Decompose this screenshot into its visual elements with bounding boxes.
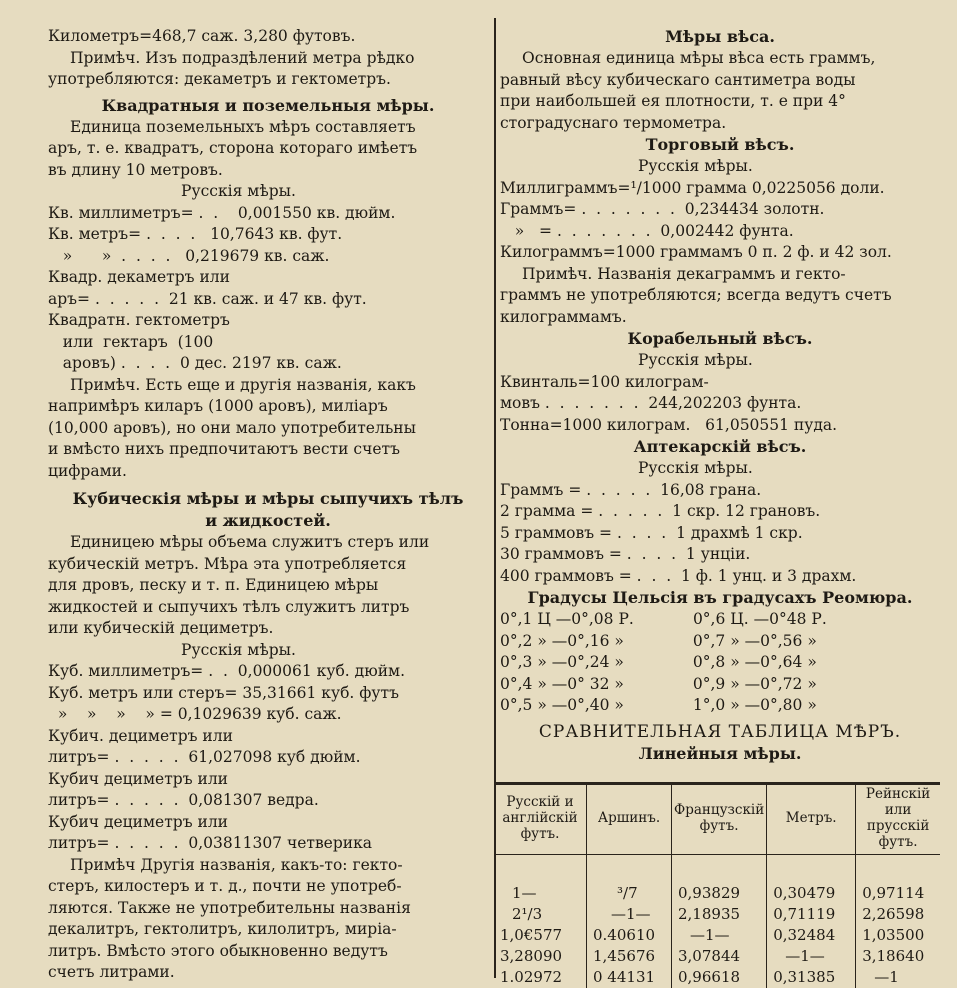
table-cell: —1— [672, 925, 767, 946]
table-cell: 3,18640 [862, 947, 925, 965]
text-line: напримѣръ киларъ (1000 аровъ), миліаръ [48, 397, 388, 415]
column-header: Рейнскій или прусскій футъ. [856, 782, 940, 855]
text-line: цифрами. [48, 461, 127, 480]
text-line: 5 граммовъ = . . . . 1 драхмѣ 1 скр. [500, 523, 803, 542]
text-line: счетъ литрами. [48, 963, 175, 981]
text-line: Кв. метръ= . . . . 10,7643 кв. фут. [48, 225, 343, 243]
text-line: или кубическій дециметръ. [48, 619, 274, 637]
text-line: Куб. метръ или стеръ= 35,31661 куб. футъ [48, 683, 399, 702]
right-column [500, 26, 940, 765]
text-line: Тонна=1000 килограм. 61,050551 пуда. [500, 415, 838, 434]
table-cell: 0,31385 [767, 967, 856, 988]
table-cell: 2¹/3 [494, 904, 587, 925]
text-line: жидкостей и сыпучихъ тѣлъ служитъ литръ [48, 597, 410, 616]
section-heading: Градусы Цельсія въ градусахъ Реомюра. [527, 588, 913, 607]
table-cell: 2,18935 [672, 904, 767, 925]
text-line: Единица поземельныхъ мѣръ составляетъ [70, 117, 416, 136]
text-line: 30 граммовъ = . . . . 1 унціи. [500, 545, 751, 563]
text-line: Куб. миллиметръ= . . 0,000061 куб. дюйм. [48, 662, 406, 680]
table-cell: 3,28090 [494, 946, 587, 967]
table-cell: 1,03500 [862, 926, 925, 944]
text-line: » » » » = 0,1029639 куб. саж. [48, 705, 342, 723]
text-line: Русскія мѣры. [500, 351, 753, 369]
comparison-table [494, 782, 940, 988]
text-line: граммъ не употребляются; всегда ведутъ счетъ [500, 286, 892, 304]
table-header-row [494, 782, 940, 855]
section-heading: Торговый вѣсъ. [645, 135, 795, 154]
table-title: СРАВНИТЕЛЬНАЯ ТАБЛИЦА МѢРЪ. [538, 721, 902, 742]
text-line: килограммамъ. [500, 307, 627, 326]
text-line: 0°,2 » —0°,16 » 0°,7 » —0°,56 » [500, 631, 817, 650]
note-line: Примѣч. Названія декаграммъ и гекто- [522, 264, 846, 283]
note-line: Примѣч. Есть еще и другія названія, какъ [70, 375, 416, 394]
section-heading: Мѣры вѣса. [665, 27, 775, 46]
section-heading: Корабельный вѣсъ. [627, 329, 813, 348]
table-row [494, 967, 940, 988]
text-line: Кубич дециметръ или [48, 769, 228, 788]
text-line: Граммъ= . . . . . . . 0,234434 золотн. [500, 200, 825, 218]
text-line: Квадр. декаметръ или [48, 268, 230, 286]
table-cell: 1.02972 [494, 967, 587, 988]
text-line: въ длину 10 метровъ. [48, 160, 223, 179]
text-line: Кубич дециметръ или [48, 812, 228, 831]
text-line: литръ= . . . . . 0,081307 ведра. [48, 791, 319, 809]
text-line: Русскія мѣры. [48, 182, 296, 200]
left-column [48, 26, 488, 984]
text-line: (10,000 аровъ), но они мало употребительны [48, 418, 416, 437]
table-cell: 0,96618 [672, 967, 767, 988]
text-line: аръ, т. е. квадратъ, сторона котораго имѣетъ [48, 139, 418, 157]
table-cell: 0 44131 [587, 967, 672, 988]
section-heading: Линейныя мѣры. [638, 743, 802, 763]
table-cell: 1,0€577 [494, 925, 587, 946]
table-cell: 1— [494, 855, 587, 905]
text-line: литръ. Вмѣсто этого обыкновенно ведутъ [48, 941, 388, 960]
text-line: стоградуснаго термометра. [500, 113, 727, 132]
text-line: аровъ) . . . . 0 дес. 2197 кв. саж. [48, 354, 342, 372]
text-line: кубическій метръ. Мѣра эта употребляется [48, 554, 407, 573]
text-line: Основная единица мѣры вѣса есть граммъ, [522, 49, 876, 67]
table-cell: 0,71119 [767, 904, 856, 925]
text-line: » » . . . . 0,219679 кв. саж. [48, 246, 330, 265]
text-line: 0°,3 » —0°,24 » 0°,8 » —0°,64 » [500, 653, 817, 671]
column-header: Французскій футъ. [672, 782, 767, 855]
table-cell: 0,97114 [862, 884, 925, 902]
text-line: Граммъ = . . . . . 16,08 грана. [500, 480, 762, 499]
text-line: Километръ=468,7 саж. 3,280 футовъ. [48, 27, 356, 45]
text-line: 2 грамма = . . . . . 1 скр. 12 грановъ. [500, 502, 821, 520]
text-line: Русскія мѣры. [48, 640, 296, 659]
text-line: и вмѣсто нихъ предпочитаютъ вести счетъ [48, 440, 400, 458]
table-cell: 3,07844 [672, 946, 767, 967]
table-row [494, 855, 940, 905]
text-line: Квинталь=100 килограм- [500, 372, 709, 391]
table-cell: 0,30479 [767, 855, 856, 905]
note-line: Примѣч Другія названія, какъ-то: гекто- [70, 855, 403, 874]
text-line: литръ= . . . . . 61,027098 куб дюйм. [48, 748, 361, 766]
table-cell: 0,93829 [672, 855, 767, 905]
text-line: Русскія мѣры. [500, 157, 753, 175]
table-cell: 0.40610 [587, 925, 672, 946]
section-heading: Кубическія мѣры и мѣры сыпучихъ тѣлъ [72, 489, 464, 508]
text-line: Квадратн. гектометръ [48, 311, 230, 329]
note-line: Примѣч. Изъ подраздѣлений метра рѣдко [70, 48, 415, 67]
table-cell: —1 [874, 968, 899, 986]
text-line: Миллиграммъ=¹/1000 грамма 0,0225056 доли. [500, 178, 885, 197]
text-line: при наибольшей ея плотности, т. е при 4° [500, 92, 846, 110]
text-line: » = . . . . . . . 0,002442 фунта. [500, 221, 794, 240]
text-line: 0°,1 Ц —0°,08 Р. 0°,6 Ц. —0°48 Р. [500, 610, 827, 628]
text-line: употребляются: декаметръ и гектометръ. [48, 70, 391, 88]
table-cell: 2,26598 [862, 905, 925, 923]
table-row [494, 904, 940, 925]
column-header: Метръ. [767, 782, 856, 855]
text-line: или гектаръ (100 [48, 332, 214, 351]
section-heading: и жидкостей. [205, 511, 331, 530]
text-line: для дровъ, песку и т. п. Единицею мѣры [48, 576, 379, 594]
text-line: Килограммъ=1000 граммамъ 0 п. 2 ф. и 42 зол. [500, 243, 892, 261]
text-line: Кубич. дециметръ или [48, 726, 233, 745]
table-cell: —1— [767, 946, 856, 967]
text-line: 0°,5 » —0°,40 » 1°,0 » —0°,80 » [500, 696, 817, 714]
text-line: равный вѣсу кубическаго сантиметра воды [500, 70, 856, 89]
column-header: Русскій и англійскій футъ. [494, 782, 587, 855]
table-row [494, 946, 940, 967]
column-header: Аршинъ. [587, 782, 672, 855]
text-line: 0°,4 » —0° 32 » 0°,9 » —0°,72 » [500, 674, 817, 693]
table-cell: 0,32484 [767, 925, 856, 946]
text-line: декалитръ, гектолитръ, килолитръ, миріа- [48, 920, 397, 938]
text-line: аръ= . . . . . 21 кв. саж. и 47 кв. фут. [48, 289, 367, 308]
table-row [494, 925, 940, 946]
text-line: Русскія мѣры. [500, 459, 753, 477]
table-cell: 1,45676 [587, 946, 672, 967]
section-heading: Аптекарскій вѣсъ. [633, 437, 807, 456]
text-line: Кв. миллиметръ= . . 0,001550 кв. дюйм. [48, 203, 396, 222]
text-line: мовъ . . . . . . . 244,202203 фунта. [500, 394, 802, 412]
text-line: литръ= . . . . . 0,03811307 четверика [48, 834, 373, 852]
text-line: ляются. Также не употребительны названія [48, 898, 411, 917]
text-line: 400 граммовъ = . . . 1 ф. 1 унц. и 3 драхм. [500, 566, 857, 585]
table-cell: ³/7 [587, 855, 672, 905]
table-cell: —1— [587, 904, 672, 925]
text-line: Единицею мѣры объема служитъ стеръ или [70, 533, 430, 551]
section-heading: Квадратныя и поземельныя мѣры. [101, 95, 435, 115]
text-line: стеръ, килостеръ и т. д., почти не употреб- [48, 877, 402, 895]
